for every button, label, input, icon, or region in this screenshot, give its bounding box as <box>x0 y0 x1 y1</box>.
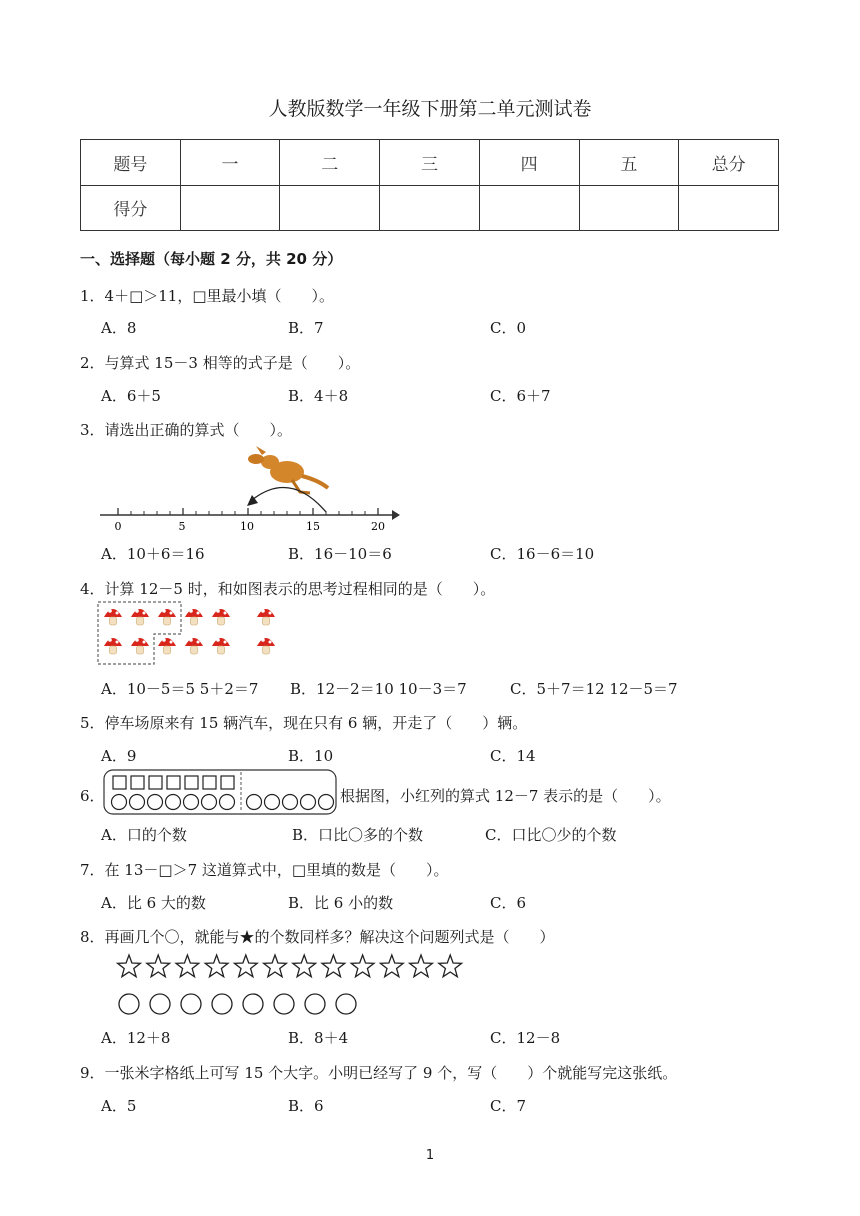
question-8-option-b[interactable]: B．8＋4 <box>288 1029 349 1047</box>
question-9-option-a[interactable]: A．5 <box>101 1097 137 1115</box>
question-4-stem: 4．计算 12－5 时，和如图表示的思考过程相同的是（ ）。 <box>80 580 496 598</box>
score-row-label: 得分 <box>81 185 181 231</box>
question-6-option-c[interactable]: C．口比〇少的个数 <box>485 826 617 844</box>
score-header-cell: 题号 <box>81 140 181 186</box>
circle-icon <box>305 994 325 1014</box>
question-1-option-a[interactable]: A．8 <box>101 319 137 337</box>
question-9-option-c[interactable]: C．7 <box>490 1097 527 1115</box>
star-icon <box>118 955 141 977</box>
section-heading: 一、选择题（每小题 2 分，共 20 分） <box>80 250 343 268</box>
tick-label: 5 <box>178 520 186 533</box>
star-icon <box>147 955 170 977</box>
question-1-option-c[interactable]: C．0 <box>490 319 527 337</box>
tick-label: 10 <box>240 520 254 533</box>
tick-label: 20 <box>371 520 385 533</box>
question-3-option-a[interactable]: A．10＋6＝16 <box>101 545 205 563</box>
question-8-option-a[interactable]: A．12＋8 <box>101 1029 171 1047</box>
circle-icon <box>119 994 139 1014</box>
circle-icon <box>212 994 232 1014</box>
star-icon <box>439 955 462 977</box>
score-header-cell: 总分 <box>679 140 779 186</box>
question-2-option-c[interactable]: C．6＋7 <box>490 387 551 405</box>
circle-icon <box>181 994 201 1014</box>
question-8-option-c[interactable]: C．12－8 <box>490 1029 561 1047</box>
question-2-stem: 2．与算式 15－3 相等的式子是（ ）。 <box>80 354 361 372</box>
question-9-stem: 9．一张米字格纸上可写 15 个大字。小明已经写了 9 个，写（ ）个就能写完这张纸。 <box>80 1064 678 1082</box>
score-header-cell: 三 <box>380 140 480 186</box>
star-icon <box>176 955 199 977</box>
circle-icon <box>274 994 294 1014</box>
star-icon <box>410 955 433 977</box>
circle-icon <box>243 994 263 1014</box>
circle-icon <box>336 994 356 1014</box>
question-9-option-b[interactable]: B．6 <box>288 1097 324 1115</box>
question-3-stem: 3．请选出正确的算式（ ）。 <box>80 421 293 439</box>
question-4-option-b[interactable]: B．12－2＝10 10－3＝7 <box>290 680 467 698</box>
score-header-cell: 一 <box>180 140 280 186</box>
tick-label: 0 <box>114 520 122 533</box>
star-icon <box>293 955 316 977</box>
question-6-option-b[interactable]: B．口比〇多的个数 <box>292 826 424 844</box>
score-header-cell: 二 <box>280 140 380 186</box>
question-7-option-c[interactable]: C．6 <box>490 894 527 912</box>
question-6-number: 6． <box>80 787 105 805</box>
score-header-cell: 四 <box>479 140 579 186</box>
page-number: 1 <box>425 1148 435 1163</box>
question-5-option-b[interactable]: B．10 <box>288 747 334 765</box>
question-3-option-c[interactable]: C．16－6＝10 <box>490 545 595 563</box>
question-6-stem: 根据图，小红列的算式 12－7 表示的是（ ）。 <box>340 787 671 805</box>
question-7-option-a[interactable]: A．比 6 大的数 <box>101 894 206 912</box>
question-1-stem: 1．4＋□＞11，□里最小填（ ）。 <box>80 287 335 305</box>
question-5-option-a[interactable]: A．9 <box>101 747 137 765</box>
page-title: 人教版数学一年级下册第二单元测试卷 <box>268 98 592 120</box>
star-icon <box>322 955 345 977</box>
question-4-option-a[interactable]: A．10－5＝5 5＋2＝7 <box>101 680 259 698</box>
question-3-option-b[interactable]: B．16－10＝6 <box>288 545 392 563</box>
question-1-option-b[interactable]: B．7 <box>288 319 324 337</box>
question-8-stem: 8．再画几个〇，就能与★的个数同样多？解决这个问题列式是（ ） <box>80 928 555 946</box>
question-7-option-b[interactable]: B．比 6 小的数 <box>288 894 394 912</box>
star-icon <box>380 955 403 977</box>
question-6-option-a[interactable]: A．口的个数 <box>101 826 187 844</box>
question-5-option-c[interactable]: C．14 <box>490 747 536 765</box>
score-header-cell: 五 <box>579 140 679 186</box>
question-2-option-b[interactable]: B．4＋8 <box>288 387 349 405</box>
tick-label: 15 <box>306 520 320 533</box>
star-icon <box>351 955 374 977</box>
star-icon <box>205 955 228 977</box>
question-5-stem: 5．停车场原来有 15 辆汽车，现在只有 6 辆，开走了（ ）辆。 <box>80 714 528 732</box>
question-7-stem: 7．在 13－□＞7 这道算式中，□里填的数是（ ）。 <box>80 861 449 879</box>
question-4-option-c[interactable]: C．5＋7＝12 12－5＝7 <box>510 680 678 698</box>
star-icon <box>264 955 287 977</box>
circle-icon <box>150 994 170 1014</box>
star-icon <box>234 955 257 977</box>
question-2-option-a[interactable]: A．6＋5 <box>101 387 161 405</box>
